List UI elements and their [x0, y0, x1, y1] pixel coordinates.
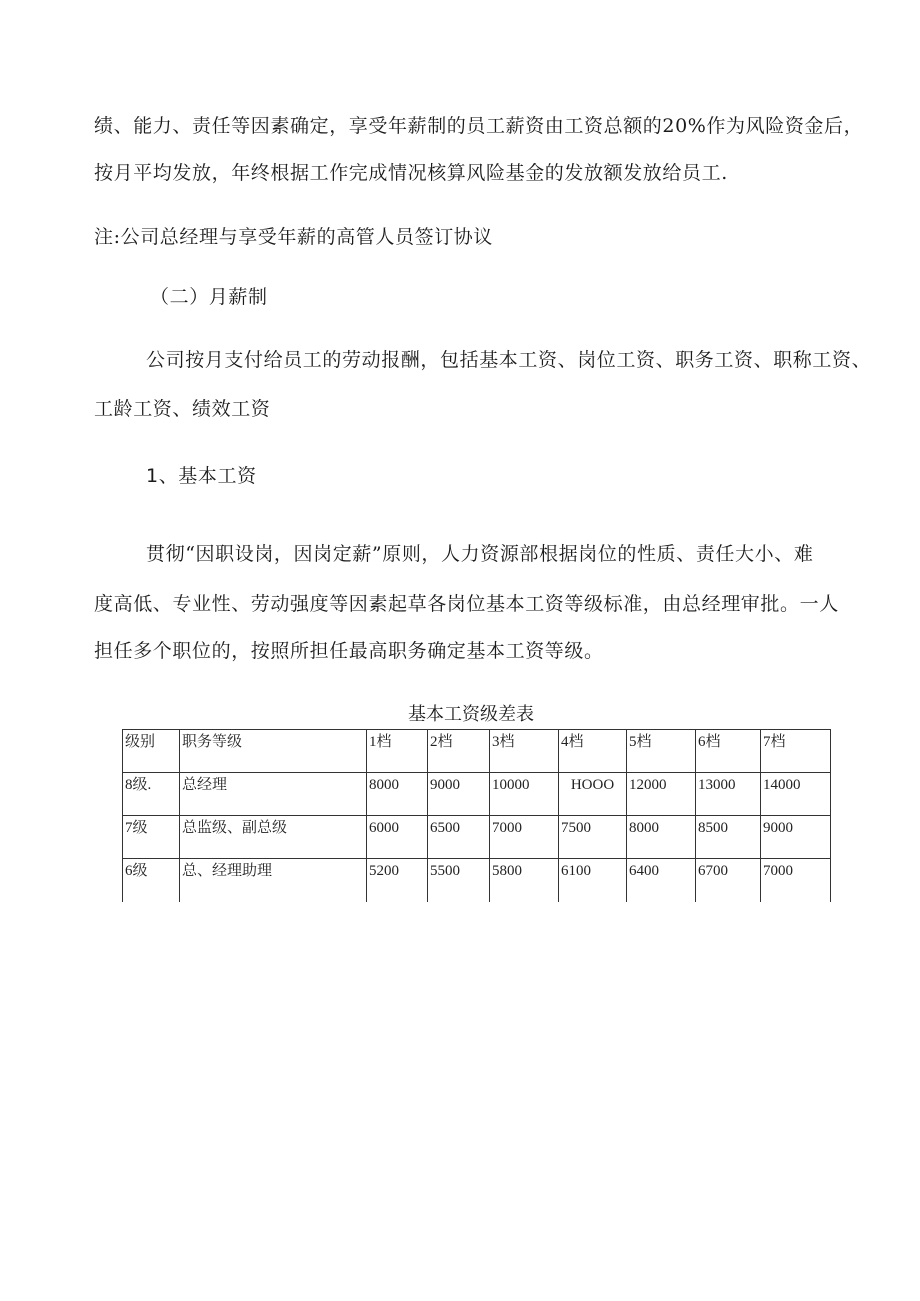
table-cell: 12000	[627, 773, 696, 816]
subsection-heading: 1、基本工资	[146, 465, 257, 487]
header-cell: 1档	[367, 730, 428, 773]
paragraph-line: 担任多个职位的，按照所担任最高职务确定基本工资等级。	[94, 640, 604, 662]
table-cell: 8级.	[123, 773, 180, 816]
header-cell: 级别	[123, 730, 180, 773]
table-cell: 8500	[696, 816, 761, 859]
header-cell: 2档	[428, 730, 490, 773]
table-cell: 7000	[490, 816, 559, 859]
table-cell: 9000	[428, 773, 490, 816]
table-cell: 14000	[761, 773, 831, 816]
table-cell: 13000	[696, 773, 761, 816]
table-header-row	[123, 730, 831, 773]
table-cell: 总、经理助理	[180, 859, 367, 902]
table-cell: 6500	[428, 816, 490, 859]
header-cell: 5档	[627, 730, 696, 773]
paragraph-line: 工龄工资、绩效工资	[94, 398, 271, 420]
paragraph-line: 度高低、专业性、劳动强度等因素起草各岗位基本工资等级标准，由总经理审批。一人	[94, 593, 839, 615]
table-cell: 5200	[367, 859, 428, 902]
paragraph-line: 绩、能力、责任等因素确定，享受年薪制的员工薪资由工资总额的20%作为风险资金后，	[94, 115, 864, 137]
table-cell: 5800	[490, 859, 559, 902]
header-cell: 6档	[696, 730, 761, 773]
salary-grade-table	[122, 729, 831, 902]
table-cell: 8000	[367, 773, 428, 816]
table-cell: 6700	[696, 859, 761, 902]
table-row	[123, 816, 831, 859]
header-cell: 职务等级	[180, 730, 367, 773]
paragraph-line: 贯彻“因职设岗，因岗定薪”原则，人力资源部根据岗位的性质、责任大小、难	[146, 543, 814, 565]
table-cell: HOOO	[559, 773, 627, 816]
header-cell: 4档	[559, 730, 627, 773]
paragraph-line: 按月平均发放，年终根据工作完成情况核算风险基金的发放额发放给员工.	[94, 162, 728, 184]
table-cell: 9000	[761, 816, 831, 859]
paragraph-line: 公司按月支付给员工的劳动报酬，包括基本工资、岗位工资、职务工资、职称工资、	[146, 349, 872, 371]
table-cell: 总经理	[180, 773, 367, 816]
table-cell: 7级	[123, 816, 180, 859]
header-cell: 3档	[490, 730, 559, 773]
table-cell: 7500	[559, 816, 627, 859]
table-cell: 7000	[761, 859, 831, 902]
table-title: 基本工资级差表	[408, 704, 534, 725]
table-cell: 10000	[490, 773, 559, 816]
table-cell: 6000	[367, 816, 428, 859]
header-cell: 7档	[761, 730, 831, 773]
table-row	[123, 773, 831, 816]
section-heading: （二）月薪制	[150, 286, 268, 308]
table-cell: 总监级、副总级	[180, 816, 367, 859]
note-text: 注:公司总经理与享受年薪的高管人员签订协议	[94, 226, 494, 248]
table-cell: 6级	[123, 859, 180, 902]
table-cell: 5500	[428, 859, 490, 902]
table-cell: 8000	[627, 816, 696, 859]
table-cell: 6400	[627, 859, 696, 902]
table-cell: 6100	[559, 859, 627, 902]
table-row	[123, 859, 831, 902]
